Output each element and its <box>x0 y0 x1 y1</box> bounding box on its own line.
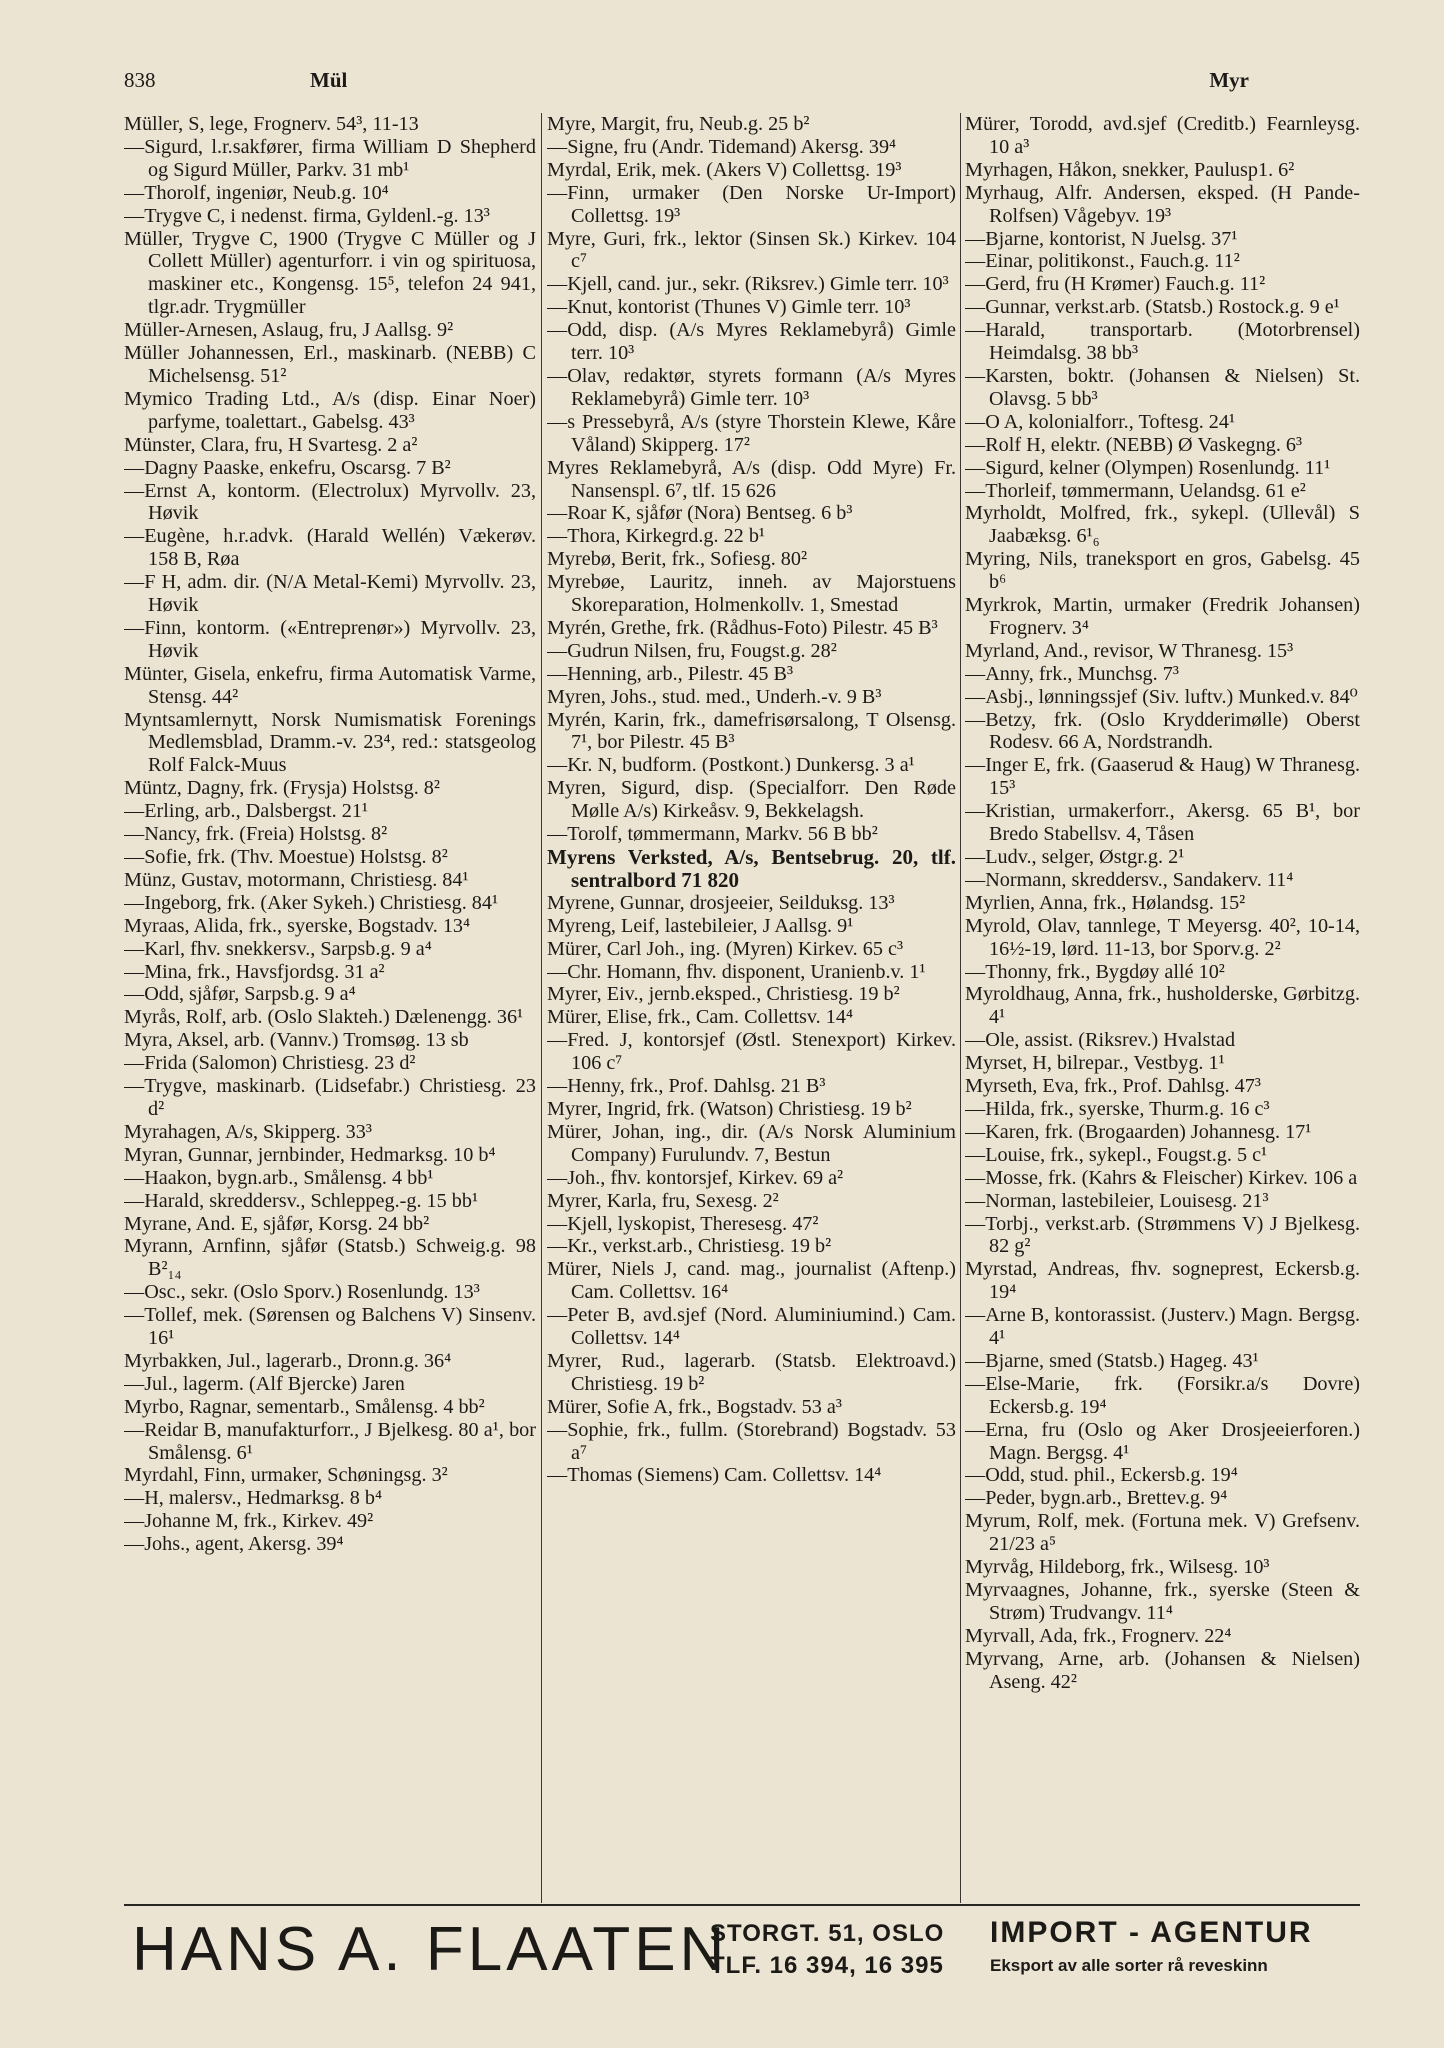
directory-entry: Myren, Sigurd, disp. (Specialforr. Den Røde Mølle A/s) Kirkeåsv. 9, Bekkelagsh. <box>547 777 956 823</box>
directory-columns <box>124 113 1360 1905</box>
advert-tagline: Eksport av alle sorter rå reveskinn <box>990 1956 1268 1975</box>
directory-entry: —Louise, frk., sykepl., Fougst.g. 5 c¹ <box>965 1143 1268 1166</box>
column-3 <box>965 113 1360 1903</box>
right-catchword: Myr <box>1209 68 1249 92</box>
directory-entry: —Kr., verkst.arb., Christiesg. 19 b² <box>547 1235 832 1258</box>
directory-entry: —Eugène, h.r.advk. (Harald Wellén) Vækerøv. 158 B, Røa <box>124 525 536 571</box>
directory-entry: —Karen, frk. (Brogaarden) Johannesg. 17¹ <box>965 1120 1312 1143</box>
page-number: 838 <box>124 68 156 92</box>
directory-entry: Myrahagen, A/s, Skipperg. 33³ <box>124 1120 372 1143</box>
directory-entry: —Peder, bygn.arb., Brettev.g. 9⁴ <box>965 1487 1228 1510</box>
directory-entry: —Betzy, frk. (Oslo Krydderimølle) Oberst Rodesv. 66 A, Nordstrandh. <box>965 708 1360 754</box>
directory-entry: —Henny, frk., Prof. Dahlsg. 21 B³ <box>547 1075 826 1098</box>
directory-entry: —Reidar B, manufakturforr., J Bjelkesg. 80 a¹, bor Smålensg. 6¹ <box>124 1418 536 1464</box>
directory-entry: —Norman, lastebileier, Louisesg. 21³ <box>965 1189 1269 1212</box>
directory-entry: —Ludv., selger, Østgr.g. 2¹ <box>965 846 1185 868</box>
directory-entry: —Thora, Kirkegrd.g. 22 b¹ <box>547 525 765 548</box>
directory-entry: Myrebø, Berit, frk., Sofiesg. 80² <box>547 548 808 571</box>
directory-entry: Myrene, Gunnar, drosjeeier, Seilduksg. 13³ <box>547 891 895 914</box>
directory-entry: Myroldhaug, Anna, frk., husholderske, Gørbitzg. 4¹ <box>965 983 1360 1029</box>
directory-entry: Myrann, Arnfinn, sjåfør (Statsb.) Schweig.g. 98 B²₁₄ <box>124 1235 536 1281</box>
directory-entry: —Knut, kontorist (Thunes V) Gimle terr. 10³ <box>547 296 911 319</box>
directory-entry: —Gunnar, verkst.arb. (Statsb.) Rostock.g. 9 e¹ <box>965 296 1340 319</box>
directory-entry: —Else-Marie, frk. (Forsikr.a/s Dovre) Eckersb.g. 19⁴ <box>965 1372 1360 1418</box>
directory-entry: Myrbakken, Jul., lagerarb., Dronn.g. 36⁴ <box>124 1349 452 1372</box>
directory-entry: Myrseth, Eva, frk., Prof. Dahlsg. 47³ <box>965 1075 1261 1098</box>
directory-entry: —Peter B, avd.sjef (Nord. Aluminiumind.) Cam. Collettsv. 14⁴ <box>547 1304 956 1350</box>
directory-entry: Myrvaagnes, Johanne, frk., syerske (Steen & Strøm) Trudvangv. 11⁴ <box>965 1579 1360 1624</box>
directory-entry: Myren, Johs., stud. med., Underh.-v. 9 B³ <box>547 685 882 708</box>
directory-entry: —Harald, skreddersv., Schleppeg.-g. 15 bb¹ <box>124 1189 479 1212</box>
directory-entry: —Anny, frk., Munchsg. 7³ <box>965 662 1179 685</box>
directory-entry: Myreng, Leif, lastebileier, J Aallsg. 9¹ <box>547 914 854 937</box>
directory-entry: Myrvåg, Hildeborg, frk., Wilsesg. 10³ <box>965 1556 1270 1579</box>
directory-entry: Müller-Arnesen, Aslaug, fru, J Aallsg. 9² <box>124 319 454 342</box>
directory-entry: Myrkrok, Martin, urmaker (Fredrik Johansen) Frognerv. 3⁴ <box>965 594 1360 639</box>
directory-entry: Myrens Verksted, A/s, Bentsebrug. 20, tlf. sentralbord 71 820 <box>547 845 956 892</box>
directory-entry: Myrset, H, bilrepar., Vestbyg. 1¹ <box>965 1052 1225 1075</box>
directory-entry: Müller Johannessen, Erl., maskinarb. (NEBB) C Michelsensg. 51² <box>124 342 536 387</box>
directory-entry: Myrholdt, Molfred, frk., sykepl. (Ullevål) S Jaabæksg. 6¹₆ <box>965 502 1360 548</box>
directory-entry: —Thorolf, ingeniør, Neub.g. 10⁴ <box>124 181 389 204</box>
directory-entry: Myrlien, Anna, frk., Hølandsg. 15² <box>965 891 1246 914</box>
directory-entry: —Frida (Salomon) Christiesg. 23 d² <box>124 1052 416 1075</box>
directory-entry: Münz, Gustav, motormann, Christiesg. 84¹ <box>124 868 469 891</box>
column-divider <box>960 113 961 1903</box>
directory-entry: —Henning, arb., Pilestr. 45 B³ <box>547 662 794 685</box>
directory-entry: —Olav, redaktør, styrets formann (A/s Myres Reklamebyrå) Gimle terr. 10³ <box>547 364 956 410</box>
directory-entry: —Jul., lagerm. (Alf Bjercke) Jaren <box>124 1372 405 1395</box>
directory-entry: —Chr. Homann, fhv. disponent, Uranienb.v. 1¹ <box>547 960 926 983</box>
page-header <box>124 68 1349 102</box>
directory-entry: —Inger E, frk. (Gaaserud & Haug) W Thranesg. 15³ <box>965 754 1360 800</box>
directory-entry: —Karsten, boktr. (Johansen & Nielsen) St. Olavsg. 5 bb³ <box>965 364 1360 410</box>
directory-entry: —Normann, skreddersv., Sandakerv. 11⁴ <box>965 868 1294 891</box>
directory-entry: Myrbo, Ragnar, sementarb., Smålensg. 4 bb² <box>124 1395 485 1418</box>
directory-entry: —Thonny, frk., Bygdøy allé 10² <box>965 960 1225 983</box>
directory-entry: Myrhaug, Alfr. Andersen, eksped. (H Pande-Rolfsen) Vågebyv. 19³ <box>965 181 1360 227</box>
directory-entry: Mürer, Elise, frk., Cam. Collettsv. 14⁴ <box>547 1006 854 1029</box>
directory-entry: Myre, Guri, frk., lektor (Sinsen Sk.) Kirkev. 104 c⁷ <box>547 227 956 273</box>
directory-entry: Myrer, Ingrid, frk. (Watson) Christiesg. 19 b² <box>547 1097 912 1120</box>
directory-entry: —Bjarne, smed (Statsb.) Hageg. 43¹ <box>965 1349 1259 1372</box>
directory-entry: —Sofie, frk. (Thv. Moestue) Holstsg. 8² <box>124 846 448 868</box>
directory-entry: Myrland, And., revisor, W Thranesg. 15³ <box>965 639 1294 662</box>
directory-entry: Münster, Clara, fru, H Svartesg. 2 a² <box>124 433 418 456</box>
directory-entry: Myrhagen, Håkon, snekker, Paulusp1. 6² <box>965 158 1295 181</box>
directory-entry: —Dagny Paaske, enkefru, Oscarsg. 7 B² <box>124 456 451 479</box>
directory-entry: Mürer, Niels J, cand. mag., journalist (Aftenp.) Cam. Collettsv. 16⁴ <box>547 1258 956 1304</box>
directory-entry: —Erling, arb., Dalsbergst. 21¹ <box>124 800 368 823</box>
directory-entry: —Sigurd, kelner (Olympen) Rosenlundg. 11¹ <box>965 456 1331 479</box>
directory-entry: —Ernst A, kontorm. (Electrolux) Myrvollv. 23, Høvik <box>124 479 536 525</box>
directory-entry: Mürer, Johan, ing., dir. (A/s Norsk Aluminium Company) Furulundv. 7, Bestun <box>547 1120 956 1166</box>
directory-entry: —Kjell, lyskopist, Theresesg. 47² <box>547 1212 819 1235</box>
directory-entry: —Ole, assist. (Riksrev.) Hvalstad <box>965 1029 1236 1052</box>
footer-divider <box>124 1904 1360 1906</box>
directory-entry: —Odd, stud. phil., Eckersb.g. 19⁴ <box>965 1464 1238 1487</box>
directory-entry: —Bjarne, kontorist, N Juelsg. 37¹ <box>965 227 1238 250</box>
directory-entry: Myres Reklamebyrå, A/s (disp. Odd Myre) Fr. Nansenspl. 6⁷, tlf. 15 626 <box>547 456 956 502</box>
directory-entry: —Fred. J, kontorsjef (Østl. Stenexport) Kirkev. 106 c⁷ <box>547 1029 956 1075</box>
directory-entry: —Tollef, mek. (Sørensen og Balchens V) Sinsenv. 16¹ <box>124 1304 536 1350</box>
directory-entry: Mürer, Torodd, avd.sjef (Creditb.) Fearnleysg. 10 a³ <box>965 113 1360 158</box>
directory-entry: Myrstad, Andreas, fhv. sogneprest, Eckersb.g. 19⁴ <box>965 1258 1360 1304</box>
directory-entry: —Sigurd, l.r.sakfører, firma William D Shepherd og Sigurd Müller, Parkv. 31 mb¹ <box>124 135 536 181</box>
directory-entry: Myrås, Rolf, arb. (Oslo Slakteh.) Dælenengg. 36¹ <box>124 1006 524 1029</box>
directory-entry: —s Pressebyrå, A/s (styre Thorstein Klewe, Kåre Våland) Skipperg. 17² <box>547 410 956 456</box>
directory-entry: Myrer, Karla, fru, Sexesg. 2² <box>547 1189 779 1212</box>
directory-entry: —Kjell, cand. jur., sekr. (Riksrev.) Gimle terr. 10³ <box>547 273 949 296</box>
directory-entry: Myrold, Olav, tannlege, T Meyersg. 40², 10-14, 16½-19, lørd. 11-13, bor Sporv.g. 2² <box>965 914 1360 960</box>
directory-entry: Myrer, Eiv., jernb.eksped., Christiesg. 19 b² <box>547 983 900 1006</box>
directory-entry: —Haakon, bygn.arb., Smålensg. 4 bb¹ <box>124 1166 434 1189</box>
directory-entry: —Einar, politikonst., Fauch.g. 11² <box>965 250 1240 273</box>
advertisement-footer <box>124 1912 1360 1992</box>
directory-entry: Müller, Trygve C, 1900 (Trygve C Müller og J Collett Müller) agenturforr. i vin og spirituosa, maskiner etc., Kongensg. 15⁵, telefon 24 941, tlgr.adr. Trygmüller <box>124 227 536 319</box>
advert-business: IMPORT - AGENTUR <box>990 1916 1313 1949</box>
directory-entry: Myre, Margit, fru, Neub.g. 25 b² <box>547 113 810 135</box>
directory-entry: —Roar K, sjåfør (Nora) Bentseg. 6 b³ <box>547 502 853 525</box>
directory-entry: —Arne B, kontorassist. (Justerv.) Magn. Bergsg. 4¹ <box>965 1304 1360 1350</box>
directory-entry: —Trygve, maskinarb. (Lidsefabr.) Christiesg. 23 d² <box>124 1075 536 1120</box>
directory-entry: —Finn, kontorm. («Entreprenør») Myrvollv. 23, Høvik <box>124 616 536 662</box>
directory-entry: —Karl, fhv. snekkersv., Sarpsb.g. 9 a⁴ <box>124 937 432 960</box>
directory-entry: —Johs., agent, Akersg. 39⁴ <box>124 1533 344 1556</box>
directory-entry: —Thomas (Siemens) Cam. Collettsv. 14⁴ <box>547 1464 882 1487</box>
directory-entry: —Joh., fhv. kontorsjef, Kirkev. 69 a² <box>547 1166 844 1189</box>
directory-entry: Mürer, Sofie A, frk., Bogstadv. 53 a³ <box>547 1395 842 1418</box>
directory-entry: Müller, S, lege, Frognerv. 54³, 11-13 <box>124 113 419 135</box>
advert-phone: TLF. 16 394, 16 395 <box>710 1952 944 1979</box>
directory-entry: —Trygve C, i nedenst. firma, Gyldenl.-g. 13³ <box>124 204 490 227</box>
directory-entry: —Asbj., lønningssjef (Siv. luftv.) Munked.v. 84⁰ <box>965 685 1358 708</box>
advert-address <box>710 1918 944 1982</box>
directory-entry: Myrvall, Ada, frk., Frognerv. 22⁴ <box>965 1624 1232 1647</box>
left-catchword: Mül <box>310 68 348 92</box>
directory-entry: Müntz, Dagny, frk. (Frysja) Holstsg. 8² <box>124 777 440 800</box>
directory-entry: —Mina, frk., Havsfjordsg. 31 a² <box>124 960 385 983</box>
directory-entry: Mürer, Carl Joh., ing. (Myren) Kirkev. 65 c³ <box>547 937 904 960</box>
directory-entry: —Mosse, frk. (Kahrs & Fleischer) Kirkev. 106 a <box>965 1166 1358 1189</box>
directory-entry: —F H, adm. dir. (N/A Metal-Kemi) Myrvollv. 23, Høvik <box>124 571 536 617</box>
directory-entry: Myrer, Rud., lagerarb. (Statsb. Elektroavd.) Christiesg. 19 b² <box>547 1349 956 1395</box>
directory-entry: —Gerd, fru (H Krømer) Fauch.g. 11² <box>965 273 1266 296</box>
directory-entry: Myrane, And. E, sjåfør, Korsg. 24 bb² <box>124 1212 430 1235</box>
directory-entry: Myrdahl, Finn, urmaker, Schøningsg. 3² <box>124 1464 448 1487</box>
directory-entry: —Osc., sekr. (Oslo Sporv.) Rosenlundg. 13³ <box>124 1281 480 1304</box>
column-2 <box>547 113 956 1903</box>
directory-entry: Myntsamlernytt, Norsk Numismatisk Forenings Medlemsblad, Dramm.-v. 23⁴, red.: statsgeolog Rolf Falck-Muus <box>124 708 536 777</box>
directory-entry: —Kr. N, budform. (Postkont.) Dunkersg. 3 a¹ <box>547 754 915 777</box>
directory-entry: Myrén, Karin, frk., damefrisørsalong, T Olsensg. 7¹, bor Pilestr. 45 B³ <box>547 708 956 754</box>
column-divider <box>541 113 542 1903</box>
directory-entry: Myring, Nils, traneksport en gros, Gabelsg. 45 b⁶ <box>965 548 1360 594</box>
advert-firm-name: HANS A. FLAATEN <box>132 1915 729 1984</box>
directory-entry: —Gudrun Nilsen, fru, Fougst.g. 28² <box>547 639 837 662</box>
directory-entry: —O A, kolonialforr., Toftesg. 24¹ <box>965 410 1236 433</box>
directory-entry: Myrén, Grethe, frk. (Rådhus-Foto) Pilestr. 45 B³ <box>547 616 938 639</box>
directory-entry: Myraas, Alida, frk., syerske, Bogstadv. 13⁴ <box>124 914 471 937</box>
directory-entry: Myrebøe, Lauritz, inneh. av Majorstuens Skoreparation, Holmenkollv. 1, Smestad <box>547 571 956 617</box>
directory-entry: —Finn, urmaker (Den Norske Ur-Import) Collettsg. 19³ <box>547 181 956 227</box>
column-1 <box>124 113 536 1903</box>
directory-entry: —Harald, transportarb. (Motorbrensel) Heimdalsg. 38 bb³ <box>965 319 1360 365</box>
directory-entry: Myrdal, Erik, mek. (Akers V) Collettsg. 19³ <box>547 158 902 181</box>
directory-entry: Myrum, Rolf, mek. (Fortuna mek. V) Grefsenv. 21/23 a⁵ <box>965 1510 1360 1556</box>
directory-entry: —Odd, sjåfør, Sarpsb.g. 9 a⁴ <box>124 983 356 1006</box>
directory-entry: Myrvang, Arne, arb. (Johansen & Nielsen) Aseng. 42² <box>965 1647 1360 1693</box>
directory-entry: —Johanne M, frk., Kirkev. 49² <box>124 1510 374 1533</box>
directory-entry: —Sophie, frk., fullm. (Storebrand) Bogstadv. 53 a⁷ <box>547 1418 956 1464</box>
directory-entry: —Nancy, frk. (Freia) Holstsg. 8² <box>124 823 388 846</box>
directory-entry: —Thorleif, tømmermann, Uelandsg. 61 e² <box>965 479 1306 502</box>
directory-entry: —Ingeborg, frk. (Aker Sykeh.) Christiesg. 84¹ <box>124 891 499 914</box>
directory-entry: —Odd, disp. (A/s Myres Reklamebyrå) Gimle terr. 10³ <box>547 319 956 365</box>
directory-entry: —Signe, fru (Andr. Tidemand) Akersg. 39⁴ <box>547 135 897 158</box>
directory-entry: Myran, Gunnar, jernbinder, Hedmarksg. 10 b⁴ <box>124 1143 496 1166</box>
directory-entry: —Erna, fru (Oslo og Aker Drosjeeierforen.) Magn. Bergsg. 4¹ <box>965 1418 1360 1464</box>
advert-street: STORGT. 51, OSLO <box>710 1920 945 1947</box>
directory-entry: Münter, Gisela, enkefru, firma Automatisk Varme, Stensg. 44² <box>124 662 536 708</box>
directory-entry: —H, malersv., Hedmarksg. 8 b⁴ <box>124 1487 383 1510</box>
directory-entry: Mymico Trading Ltd., A/s (disp. Einar Noer) parfyme, toalettart., Gabelsg. 43³ <box>124 387 536 433</box>
directory-entry: —Torolf, tømmermann, Markv. 56 B bb² <box>547 823 878 846</box>
directory-entry: —Kristian, urmakerforr., Akersg. 65 B¹, bor Bredo Stabellsv. 4, Tåsen <box>965 800 1360 846</box>
directory-entry: Myra, Aksel, arb. (Vannv.) Tromsøg. 13 sb <box>124 1029 469 1052</box>
directory-entry: —Torbj., verkst.arb. (Strømmens V) J Bjelkesg. 82 g² <box>965 1212 1360 1258</box>
directory-entry: —Rolf H, elektr. (NEBB) Ø Vaskegng. 6³ <box>965 433 1303 456</box>
directory-entry: —Hilda, frk., syerske, Thurm.g. 16 c³ <box>965 1097 1270 1120</box>
